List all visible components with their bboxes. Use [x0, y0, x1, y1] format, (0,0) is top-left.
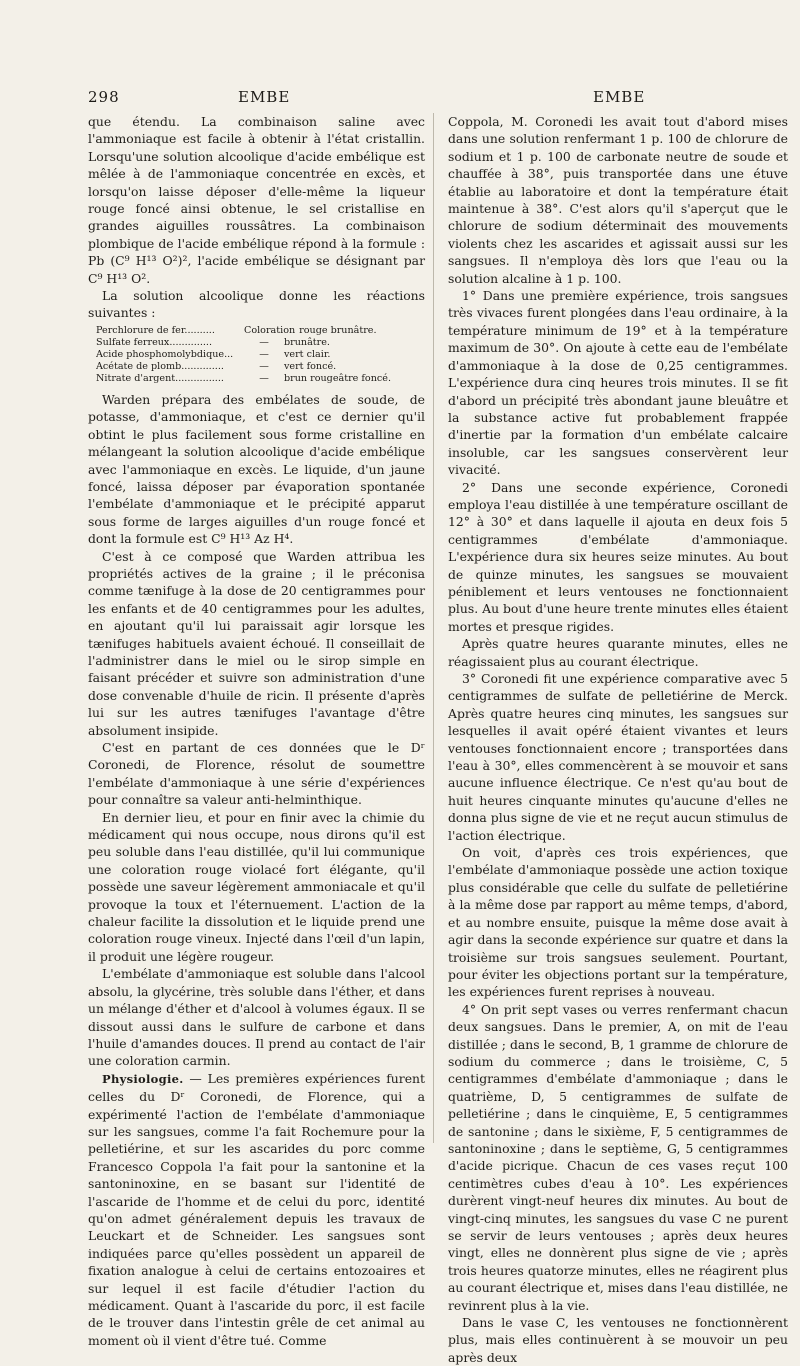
running-head-left: EMBE	[238, 88, 291, 106]
reaction-row	[96, 349, 425, 361]
reaction-row	[96, 361, 425, 373]
reactions-table	[96, 325, 425, 385]
reaction-result: brun rougeâtre foncé.	[284, 372, 391, 384]
reaction-label: —	[259, 348, 269, 360]
reaction-label: —	[259, 372, 269, 384]
paragraph: On voit, d'après ces trois expériences, que l'embélate d'ammoniaque possède une action toxique plus considérable que celle du sulfate de pelletiérine à la même dose par rapport au même temps, d'abord, et au nombre ensuite, puisque la même dose avait à agir dans la seconde expérience sur quatre et dans la troisième sur trois sangsues seulement. Pourtant, pour éviter les objections portant sur la température, les expériences furent reprises à nouveau.	[448, 845, 788, 1000]
reaction-row	[96, 373, 425, 385]
running-head-right: EMBE	[593, 88, 646, 106]
paragraph-text: — Les premières expériences furent celles du Dʳ Coronedi, de Florence, qui a expérimenté l'action de l'embélate d'ammoniaque sur les sangsues, comme l'a fait Rochemure pour la pelletiérine, et sur les ascarides du porc comme Francesco Coppola l'a fait pour la santonine et la santoninoxine, en se basant sur l'identité de l'ascaride de l'homme et de celui du porc, identité qu'on admet généralement depuis les travaux de Leuckart et de Schneider. Les sangsues sont indiquées parce qu'elles possèdent un appareil de fixation analogue à celui de certains entozoaires et sur lequel il est facile d'étudier l'action du médicament. Quant à l'ascaride du porc, il est facile de le trouver dans l'intestin grêle de cet animal au moment où il vient d'être tué. Comme	[88, 1070, 425, 1348]
paragraph: 2° Dans une seconde expérience, Coronedi employa l'eau distillée à une température oscillant de 12° à 30° et dans laquelle il ajouta en deux fois 5 centigrammes d'embélate d'ammoniaque. L'expérience dura six heures seize minutes. Au bout de quinze minutes, les sangsues se mouvaient péniblement et leurs ventouses ne fonctionnaient plus. Au bout d'une heure trente minutes elles étaient mortes et presque rigides.	[448, 479, 788, 634]
reaction-result: rouge brunâtre.	[299, 324, 377, 336]
page-number: 298	[88, 88, 120, 106]
paragraph: C'est en partant de ces données que le Dʳ Coronedi, de Florence, résolut de soumettre l'embélate d'ammoniaque à une série d'expériences pour connaître sa valeur anti-helminthique.	[88, 740, 425, 808]
reaction-result: vert clair.	[284, 348, 331, 360]
reagent: Sulfate ferreux..............	[96, 336, 213, 348]
paragraph: L'embélate d'ammoniaque est soluble dans l'alcool absolu, la glycérine, très soluble dans l'éther, et dans un mélange d'éther et d'alcool à volumes égaux. Il se dissout aussi dans le sulfure de carbone et dans l'huile d'amandes douces. Il prend au contact de l'air une coloration carmin.	[88, 966, 425, 1069]
paragraph: 4° On prit sept vases ou verres renfermant chacun deux sangsues. Dans le premier, A, on mit de l'eau distillée ; dans le second, B, 1 gramme de chlorure de sodium du commerce ; dans le troisième, C, 5 centigrammes d'embélate d'ammoniaque ; dans le quatrième, D, 5 centigrammes de sulfate de pelletiérine ; dans le cinquième, E, 5 centigrammes de santonine ; dans le sixième, F, 5 centigrammes de santoninoxine ; dans le septième, G, 5 centigrammes d'acide picrique. Chacun de ces vases reçut 100 centimètres cubes d'eau à 10°. Les expériences durèrent vingt-neuf heures dix minutes. Au bout de vingt-cinq minutes, les sangsues du vase C ne purent se servir de leurs ventouses ; après deux heures vingt, elles ne donnèrent plus signe de vie ; après trois heures quatorze minutes, elles ne réagirent plus au courant électrique et, mises dans l'eau distillée, ne revinrent plus à la vie.	[448, 1001, 788, 1313]
reaction-label: —	[259, 336, 269, 348]
paragraph: 1° Dans une première expérience, trois sangsues très vivaces furent plongées dans l'eau ordinaire, à la température minimum de 19° et à la température maximum de 30°. On ajoute à cette eau de l'embélate d'ammoniaque à la dose de 0,25 centigrammes. L'expérience dura cinq heures trois minutes. Il se fit d'abord un précipité très abondant jaune bleuâtre et la substance active fut probablement frappée d'inertie par la formation d'un embélate calcaire insoluble, car les sangsues conservèrent leur vivacité.	[448, 288, 788, 478]
paragraph: Après quatre heures quarante minutes, elles ne réagissaient plus au courant électrique.	[448, 636, 788, 669]
column-divider	[433, 113, 434, 1143]
paragraph: 3° Coronedi fit une expérience comparative avec 5 centigrammes de sulfate de pelletiérine de Merck. Après quatre heures cinq minutes, les sangsues sur lesquelles il avait opéré étaient vivantes et leurs ventouses fonctionnaient encore ; transportées dans l'eau à 30°, elles commencèrent à se mouvoir et sans aucune influence électrique. Ce n'est qu'au bout de huit heures cinquante minutes qu'aucune d'elles ne donna plus signe de vie et ne reçut aucun stimulus de l'action électrique.	[448, 671, 788, 843]
reaction-label: Coloration	[244, 324, 296, 336]
left-column	[88, 113, 425, 1349]
paragraph: En dernier lieu, et pour en finir avec la chimie du médicament qui nous occupe, nous dirons qu'il est peu soluble dans l'eau distillée, qu'il lui communique une coloration rouge violacé fort élégante, qu'il possède une saveur légèrement ammoniacale et qu'il provoque la toux et l'éternuement. L'action de la chaleur facilite la dissolution et le liquide prend une coloration rouge vineux. Injecté dans l'œil d'un lapin, il produit une légère rougeur.	[88, 809, 425, 964]
paragraph: La solution alcoolique donne les réactions suivantes :	[88, 288, 425, 321]
reaction-result: brunâtre.	[284, 336, 330, 348]
reagent: Nitrate d'argent................	[96, 372, 224, 384]
reaction-row	[96, 325, 425, 337]
paragraph: Dans le vase C, les ventouses ne fonctionnèrent plus, mais elles continuèrent à se mouvoir un peu après deux	[448, 1315, 788, 1365]
reaction-result: vert foncé.	[284, 360, 337, 372]
section-heading: Physiologie.	[102, 1071, 184, 1086]
paragraph: Warden prépara des embélates de soude, de potasse, d'ammoniaque, et c'est ce dernier qu'il obtint le plus facilement sous forme cristalline en mélangeant la solution alcoolique d'acide embélique avec l'ammoniaque en excès. Le liquide, d'un jaune foncé, laissa déposer par évaporation spontanée l'embélate d'ammoniaque et le précipité apparut sous forme de larges aiguilles d'un rouge foncé et dont la formule est C⁹ H¹³ Az H⁴.	[88, 391, 425, 547]
paragraph: Coppola, M. Coronedi les avait tout d'abord mises dans une solution renfermant 1 p. 100 de chlorure de sodium et 1 p. 100 de carbonate neutre de soude et chauffée à 38°, puis transportée dans une étuve établie au laboratoire et dont la température était maintenue à 38°. C'est alors qu'il s'aperçut que le chlorure de sodium déterminait des mouvements violents chez les ascarides et agissait aussi sur les sangsues. Il n'employa dès lors que l'eau ou la solution alcaline à 1 p. 100.	[448, 114, 788, 286]
paragraph: que étendu. La combinaison saline avec l'ammoniaque est facile à obtenir à l'état cristallin. Lorsqu'une solution alcoolique d'acide embélique est mêlée à de l'ammoniaque concentrée en excès, et lorsqu'on laisse déposer d'elle-même la liqueur rouge foncé ainsi obtenue, le sel cristallise en grandes aiguilles roussâtres. La combinaison plombique de l'acide embélique répond à la formule : Pb (C⁹ H¹³ O²)², l'acide embélique se désignant par C⁹ H¹³ O².	[88, 114, 425, 286]
reagent: Acide phosphomolybdique...	[96, 348, 234, 360]
paragraph: C'est à ce composé que Warden attribua les propriétés actives de la graine ; il le préconisa comme tænifuge à la dose de 20 centigrammes pour les enfants et de 40 centigrammes pour les adultes, en ajoutant qu'il lui paraissait agir lorsque les tænifuges habituels avaient échoué. Il conseillait de l'administrer dans le miel ou le sirop simple en faisant précéder et suivre son administration d'une dose convenable d'huile de ricin. Il présente d'après lui sur les autres tænifuges l'avantage d'être absolument insipide.	[88, 548, 425, 738]
reagent: Perchlorure de fer..........	[96, 324, 215, 336]
right-column	[448, 113, 788, 1366]
page-header	[88, 88, 768, 110]
reagent: Acétate de plomb..............	[96, 360, 224, 372]
paragraph-physiologie	[88, 1070, 425, 1350]
reaction-row	[96, 337, 425, 349]
reaction-label: —	[259, 360, 269, 372]
